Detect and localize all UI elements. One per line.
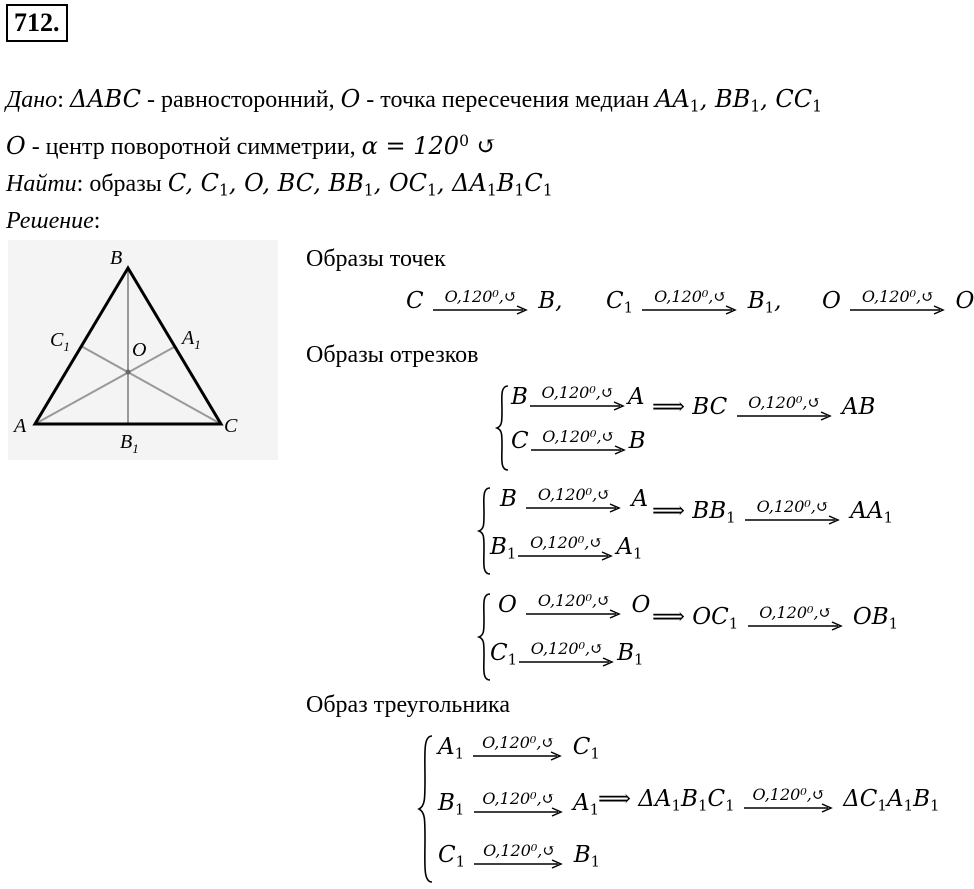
brace-4: [418, 734, 434, 884]
sys4-result: ⟹ $\Delta A_1B_1C_1$ O,120⁰,↺ $\Delta C_1A_1B_1$: [598, 785, 940, 815]
sys2-row1: B O,120⁰,↺ A: [500, 485, 649, 512]
given-label: Дано: [6, 87, 58, 113]
given-text-1: - равносторонний,: [140, 87, 341, 113]
brace-1: [496, 384, 510, 472]
label-a1: $A_1$: [182, 327, 201, 352]
brace-2: [478, 486, 492, 576]
section-segments-title: Образы отрезков: [306, 342, 479, 368]
given-text-3: - центр поворотной симметрии,: [25, 133, 362, 160]
problem-number: 712.: [6, 4, 68, 42]
sys4-row1: $A_1$ O,120⁰,↺ $C_1$: [438, 733, 600, 763]
solution-label: Решение:: [6, 208, 101, 234]
label-c: C: [224, 415, 238, 437]
given-text-2: - точка пересечения медиан: [360, 87, 656, 113]
label-c1: $C_1$: [50, 329, 70, 354]
sys3-row2: $C_1$ O,120⁰,↺ $B_1$: [490, 639, 644, 669]
given-line-2: O - центр поворотной симметрии, $\alpha = 120^0$ ↺: [6, 131, 497, 160]
point-map-o: O O,120⁰,↺ O: [822, 287, 974, 314]
section-points-title: Образы точек: [306, 246, 446, 272]
sys1-result: ⟹ BC O,120⁰,↺ AB: [652, 393, 876, 420]
label-o: O: [132, 339, 147, 361]
label-b1: $B_1$: [120, 431, 139, 456]
label-a: A: [14, 415, 27, 437]
sys3-row1: O O,120⁰,↺ O: [498, 591, 651, 618]
find-text: : образы: [76, 171, 168, 197]
find-line: Найти: образы C, $C_1$, O, BC, $BB_1$, $OC_1$, $\Delta A_1B_1C_1$: [6, 169, 553, 200]
sys4-row2: $B_1$ O,120⁰,↺ $A_1$: [438, 789, 600, 819]
point-map-c1: $C_1$ O,120⁰,↺ $B_1$,: [606, 287, 782, 317]
sys2-result: ⟹ $BB_1$ O,120⁰,↺ $AA_1$: [652, 497, 893, 527]
sys4-row3: $C_1$ O,120⁰,↺ $B_1$: [438, 841, 601, 871]
label-b: B: [110, 247, 123, 269]
sys2-row2: $B_1$ O,120⁰,↺ $A_1$: [490, 533, 643, 563]
find-label: Найти: [6, 171, 77, 197]
triangle-figure: [8, 240, 278, 460]
section-triangle-title: Образ треугольника: [306, 692, 510, 718]
point-map-c: C O,120⁰,↺ B,: [406, 287, 563, 314]
given-line-1: Дано: ΔABC - равносторонний, O - точка пересечения медиан $AA_1$, $BB_1$, $CC_1$: [6, 85, 823, 116]
brace-3: [478, 592, 492, 682]
sys3-result: ⟹ $OC_1$ O,120⁰,↺ $OB_1$: [652, 603, 899, 633]
sys1-row1: B O,120⁰,↺ A: [511, 383, 645, 410]
rotation-icon: ↺: [476, 131, 497, 160]
sys1-row2: C O,120⁰,↺ B: [511, 427, 646, 454]
center-o: [126, 370, 131, 375]
